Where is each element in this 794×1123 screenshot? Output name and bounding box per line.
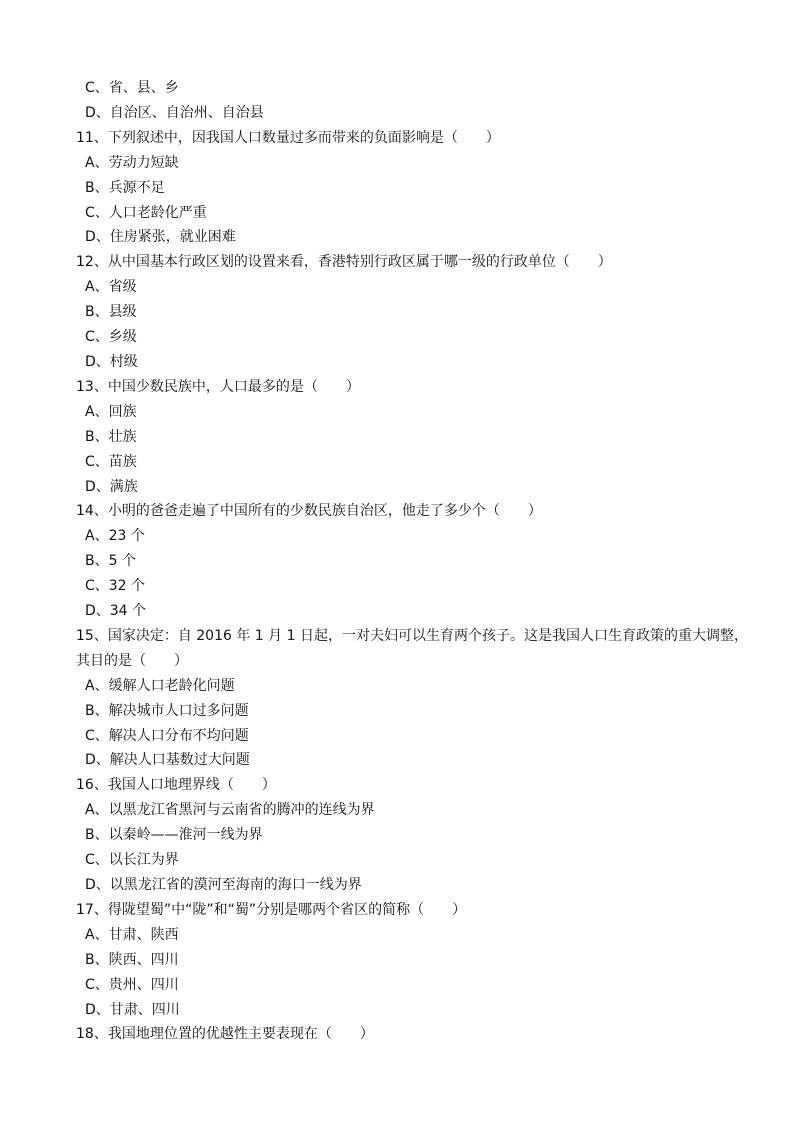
answer-option: C、以长江为界 [85, 852, 179, 869]
question-stem: 17、得陇望蜀”中“陇”和“蜀”分别是哪两个省区的简称（ ） [76, 901, 467, 918]
answer-option: D、自治区、自治州、自治县 [85, 104, 264, 121]
answer-option: D、村级 [85, 353, 138, 370]
question-stem-continued: 其目的是（ ） [76, 652, 188, 669]
question-list [0, 76, 794, 1047]
answer-option: C、省、县、乡 [85, 80, 179, 96]
answer-option: C、32 个 [85, 578, 146, 595]
answer-option: B、以秦岭——淮河一线为界 [85, 827, 263, 844]
answer-option: A、劳动力短缺 [85, 154, 179, 171]
answer-option: A、回族 [85, 403, 137, 420]
question-stem: 13、中国少数民族中，人口最多的是（ ） [76, 378, 360, 395]
answer-option: D、满族 [85, 478, 138, 495]
answer-option: B、壮族 [85, 428, 137, 445]
question-stem: 15、国家决定：自 2016 年 1 月 1 日起，一对夫妇可以生育两个孩子。这是我国人口生育政策的重大调整， [76, 627, 748, 644]
answer-option: B、解决城市人口过多问题 [85, 702, 249, 719]
answer-option: A、23 个 [85, 528, 145, 545]
answer-option: C、人口老龄化严重 [85, 204, 207, 221]
answer-option: D、住房紧张，就业困难 [85, 229, 236, 246]
question-stem: 14、小明的爸爸走遍了中国所有的少数民族自治区，他走了多少个（ ） [76, 503, 542, 520]
answer-option: A、省级 [85, 279, 137, 296]
question-stem: 16、我国人口地理界线（ ） [76, 777, 276, 794]
answer-option: A、甘肃、陕西 [85, 926, 179, 943]
question-stem: 11、下列叙述中，因我国人口数量过多而带来的负面影响是（ ） [76, 129, 500, 146]
answer-option: C、苗族 [85, 453, 137, 470]
answer-option: D、34 个 [85, 603, 147, 620]
answer-option: C、解决人口分布不均问题 [85, 727, 249, 744]
answer-option: A、以黑龙江省黑河与云南省的腾冲的连线为界 [85, 802, 375, 819]
answer-option: B、陕西、四川 [85, 951, 179, 968]
answer-option: C、乡级 [85, 329, 137, 346]
question-stem: 18、我国地理位置的优越性主要表现在（ ） [76, 1026, 374, 1043]
answer-option: B、县级 [85, 304, 137, 321]
answer-option: D、甘肃、四川 [85, 1001, 180, 1018]
question-stem: 12、从中国基本行政区划的设置来看，香港特别行政区属于哪一级的行政单位（ ） [76, 254, 612, 271]
answer-option: A、缓解人口老龄化问题 [85, 677, 235, 694]
answer-option: D、以黑龙江省的漠河至海南的海口一线为界 [85, 877, 362, 893]
answer-option: B、5 个 [85, 553, 136, 570]
answer-option: C、贵州、四川 [85, 976, 179, 993]
answer-option: D、解决人口基数过大问题 [85, 752, 250, 769]
answer-option: B、兵源不足 [85, 179, 165, 196]
